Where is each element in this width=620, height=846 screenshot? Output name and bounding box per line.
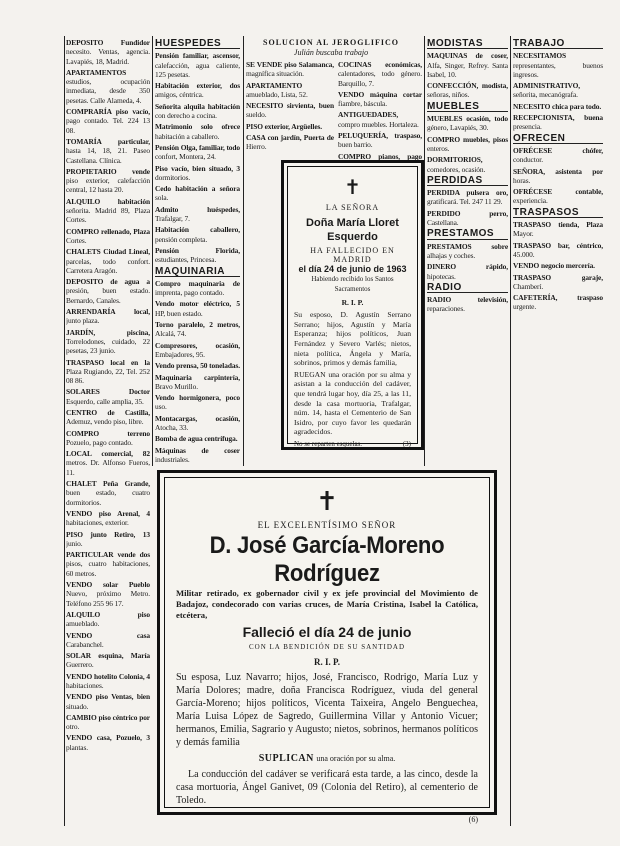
classified-ad: MUEBLES ocasión, todo género, Lavapiés, 30. xyxy=(427,114,508,133)
classified-ad: RADIO televisión, reparaciones. xyxy=(427,295,508,314)
classified-ad: Montacargas, ocasión, Atocha, 33. xyxy=(155,413,240,432)
classified-ad: PISO exterior, Argüelles. xyxy=(246,121,323,131)
classified-ad: MAQUINAS de coser, Alfa, Singer, Refrey. Santa Isabel, 10. xyxy=(427,51,508,79)
classified-ad: PROPIETARIO vende piso exterior, calefacción central, 12 hasta 20. xyxy=(66,166,150,195)
classified-ad: VENDO hotelito Colonia, 4 habitaciones. xyxy=(66,671,150,690)
classified-ad: LOCAL comercial, 82 metros. Dr. Alfonso Fueros, 11. xyxy=(66,449,150,477)
classified-ad: Cedo habitación a señora sola. xyxy=(155,184,240,203)
classified-ad: COMPRO muebles, pisos enteros. xyxy=(427,134,508,153)
obituary-description: Militar retirado, ex gobernador civil y ex jefe provincial del Movimiento de Badajoz, condecorado con varias cruces, de María Cristina, Isabel la Católica, etcétera, xyxy=(176,588,478,620)
obituary-rip: R. I. P. xyxy=(314,657,340,667)
obituary-name: D. José García-Moreno Rodríguez xyxy=(209,532,445,587)
classified-ad: Pensión familiar, ascensor, calefacción, agua caliente, 125 pesetas. xyxy=(155,51,240,79)
classified-ad: CASA con jardín, Puerta de Hierro. xyxy=(246,133,334,152)
classified-ad: Admito huéspedes, Trafalgar, 7. xyxy=(155,204,240,224)
obituary-body: Su esposo, D. Agustín Serrano Serrano; hijos, Agustín y María Esperanza; hijos políticos, Juan Fernández y Severo Varlés; nietos, nieta política, Ángela y María, sobrinos, primos y demás familia, xyxy=(294,310,411,368)
classified-ad: CAFETERÍA, traspaso urgente. xyxy=(513,293,603,312)
classifieds-column-1 xyxy=(66,38,150,823)
classified-ad: TRASPASO bar, céntrico, 45.000. xyxy=(513,240,603,259)
classified-ad: Compresores, ocasión, Embajadores, 95. xyxy=(155,340,240,359)
classified-ad: VENDO casa, Pozuelo, 3 plantas. xyxy=(66,733,150,752)
classified-ad: Habitación caballero, pensión completa. xyxy=(155,225,240,244)
classified-ad: VENDO negocio mercería. xyxy=(513,261,595,271)
section-heading: PERDIDAS xyxy=(427,176,508,186)
section-heading: TRASPASOS xyxy=(513,208,603,218)
solucion-classifieds xyxy=(246,60,334,160)
classified-ad: NECESITO chica para todo. xyxy=(513,101,602,111)
classified-ad: OFRÉCESE contable, experiencia. xyxy=(513,187,603,206)
classified-ad: DINERO rápido, hipotecas. xyxy=(427,262,508,281)
section-heading-maquinaria: MAQUINARIA xyxy=(155,267,240,277)
obituary-conduccion: La conducción del cadáver se verificará esta tarde, a las cinco, desde la casa mortuoria, Ángel Ganivet, 09 (Colonia del Retiro), al cementerio de Toledo. xyxy=(176,769,478,806)
classified-ad: CONFECCIÓN, modista, señoras, niños. xyxy=(427,81,508,100)
section-heading: MODISTAS xyxy=(427,39,508,49)
obituary-heading: LA SEÑORA xyxy=(325,203,380,212)
classifieds-column-4 xyxy=(338,60,422,160)
classified-ad: PELUQUERÍA, traspaso, buen barrio. xyxy=(338,131,422,150)
classified-ad: VENDO solar Pueblo Nuevo, próximo Metro. Teléfono 255 96 17. xyxy=(66,580,150,608)
classified-ad: TRASPASO garaje, Chamberí. xyxy=(513,272,603,291)
classified-ad: Vendo prensa, 50 toneladas. xyxy=(155,361,240,371)
classified-ad: ANTIGUEDADES, compro muebles. Hortaleza. xyxy=(338,110,419,129)
classified-ad: NECESITAMOS representantes, buenos ingresos. xyxy=(513,51,603,79)
obituary-rip: R. I. P. xyxy=(341,297,364,307)
classifieds-column-6 xyxy=(513,38,603,823)
column-rule xyxy=(510,36,511,826)
classified-ad: COMPRO terreno Pozuelo, pago contado. xyxy=(66,428,150,447)
obituary-ruegan: RUEGAN una oración por su alma y asistan a la conducción del cadáver, que tendrá lugar hoy, día 25, a las 11, desde la casa mortuoria, Trafalgar, núm. 14, hasta el Cementerio de San Isidro, por cuyo favor les quedarán agradecidos. xyxy=(294,369,411,437)
obituary-sacraments: Habiendo recibido los Santos Sacramentos xyxy=(311,275,394,293)
classified-ad: COCINAS económicas, calentadores, todo género. Barquillo, 7. xyxy=(338,60,422,88)
obituary-heading: EL EXCELENTÍSIMO SEÑOR xyxy=(257,520,397,530)
classified-ad: Vendo hormigonera, poco uso. xyxy=(155,393,240,412)
classified-ad: Compro maquinaria de imprenta, pago contado. xyxy=(155,278,240,298)
classified-ad: RECEPCIONISTA, buena presencia. xyxy=(513,113,603,132)
obituary-ref: (6) xyxy=(468,815,478,824)
obituary-footer: No se reparten esquelas. xyxy=(294,439,363,448)
classified-ad: TRASPASO local en la Plaza Rugiando, 22, Tel. 252 08 86. xyxy=(66,357,150,386)
obituary-suplican-rest: una oración por su alma. xyxy=(316,754,396,763)
column-rule xyxy=(152,36,153,466)
cross-icon: ✝ xyxy=(316,487,338,517)
classified-ad: VENDO casa Carabanchel. xyxy=(66,630,150,649)
classified-ad: ALQUILO habitación señorita. Madrid 89, Plaza Cortes. xyxy=(66,196,150,225)
classified-ad: COMPRO pianos, pago xyxy=(338,151,422,160)
classified-ad: DEPOSITO Fundidor necesito. Ventas, agencia. Lavapiés, 18, Madrid. xyxy=(66,38,150,66)
section-heading: MUEBLES xyxy=(427,102,508,112)
classified-ad: VENDO piso Arenal, 4 habitaciones, exterior. xyxy=(66,508,150,528)
column-rule xyxy=(243,36,244,466)
classifieds-column-2 xyxy=(155,38,240,466)
classified-ad: SOLARES Doctor Esquerdo, calle amplia, 35. xyxy=(66,387,150,406)
classified-ad: PRESTAMOS sobre alhajas y coches. xyxy=(427,241,508,260)
classified-ad: TOMARÍA particular, hasta 14, 18, 21. Paseo Castellana. Clínica. xyxy=(66,136,150,165)
classified-ad: Señorita alquila habitación con derecho a cocina. xyxy=(155,101,240,121)
classified-ad: JARDÍN, piscina, Torrelodones, cuidado, 22 pesetas, 23 junio. xyxy=(66,327,150,356)
classified-ad: SOLAR esquina, María Guerrero. xyxy=(66,651,150,670)
classified-ad: Habitación exterior, dos amigos, céntrica. xyxy=(155,81,240,100)
classified-ad: NECESITO sirvienta, buen sueldo. xyxy=(246,101,334,120)
classified-ad: PISO junto Retiro, 13 junio. xyxy=(66,529,150,548)
cross-icon: ✝ xyxy=(344,175,361,199)
classified-ad: COMPRARÍA piso vacío, pago contado. Tel. 224 13 08. xyxy=(66,107,150,135)
classified-ad: ADMINISTRATIVO, señorita, mecanógrafa. xyxy=(513,81,580,100)
classified-ad: Matrimonio solo ofrece habitación a caballero. xyxy=(155,122,240,141)
classified-ad: ARRENDARÍA local, junto plaza. xyxy=(66,307,150,326)
obituary-garcia-moreno xyxy=(157,470,497,824)
classified-ad: ALQUILO piso amueblado. xyxy=(66,609,150,629)
classified-ad: VENDO piso Ventas, bien situado. xyxy=(66,692,150,711)
classified-ad: OFRÉCESE chófer, conductor. xyxy=(513,145,603,165)
section-heading: PRESTAMOS xyxy=(427,229,508,239)
section-heading: TRABAJO xyxy=(513,39,603,49)
classified-ad: SE VENDE piso Salamanca, magnífica situación. xyxy=(246,60,334,79)
classified-ad: CHALET Peña Grande, buen estado, cuatro dormitorios. xyxy=(66,479,150,507)
classified-ad: Maquinaria carpintería, Bravo Murillo. xyxy=(155,372,240,391)
classified-ad: SEÑORA, asistenta por horas. xyxy=(513,166,603,185)
classified-ad: Torno paralelo, 2 metros, Alcalá, 74. xyxy=(155,320,240,339)
classified-ad: APARTAMENTO amueblado, Lista, 52. xyxy=(246,80,308,99)
classified-ad: DORMITORIOS, comedores, ocasión. xyxy=(427,155,486,174)
classified-ad: TRASPASO tienda, Plaza Mayor. xyxy=(513,220,603,239)
classifieds-column-5 xyxy=(427,38,508,466)
obituary-maria-lloret xyxy=(281,160,424,450)
column-rule xyxy=(424,36,425,466)
section-heading: RADIO xyxy=(427,283,508,293)
classified-ad: Bomba de agua centrífuga. xyxy=(155,434,238,444)
column-rule xyxy=(64,36,65,826)
classified-ad: Pensión Olga, familiar, todo confort, Montera, 24. xyxy=(155,142,240,162)
classified-ad: VENDO máquina cortar fiambre, báscula. xyxy=(338,89,422,109)
classified-ad: Máquinas de coser industriales. xyxy=(155,445,240,464)
classified-ad: APARTAMENTOS estudios, ocupación inmediata, desde 350 pesetas. Calle Alameda, 4. xyxy=(66,67,150,105)
obituary-date: el día 24 de junio de 1963 xyxy=(298,263,407,274)
classified-ad: CENTRO de Castilla, Ademuz, vendo piso, libre. xyxy=(66,407,150,427)
solucion-jeroglifico xyxy=(246,38,416,58)
obituary-blessing: CON LA BENDICIÓN DE SU SANTIDAD xyxy=(248,643,406,651)
solucion-subtitle: Julián buscaba trabajo xyxy=(293,48,369,57)
classified-ad: DEPOSITO de agua a presión, buen estado. Bernardo, Canales. xyxy=(66,277,150,305)
classified-ad: PERDIDO perro, Castellana. xyxy=(427,208,508,228)
obituary-ref: (3) xyxy=(402,439,411,448)
classified-ad: CHALETS Ciudad Lineal, parcelas, todo confort. Carretera Aragón. xyxy=(66,247,150,275)
obituary-body: Su esposa, Luz Navarro; hijos, José, Francisco, Rodrigo, María Luz y María Dolores; madre, doña Francisca Rodríguez, viuda del general García-Moreno; hijos políticos, Vicenta Taixeira, Angelo Benguechea, María Luisa López de Sagredo, Guillermina Villar y Antonio Vicuer; hermanos, Emilia, Sagrario y Augusto; nietos, sobrinos, hermanos políticos y demás familia xyxy=(176,672,478,748)
solucion-title: SOLUCION AL JEROGLIFICO xyxy=(263,38,399,47)
classified-ad: PERDIDA pulsera oro, gratificará. Tel. 247 11 29. xyxy=(427,188,508,207)
obituary-died: HA FALLECIDO EN MADRID xyxy=(310,245,395,265)
obituary-died: Falleció el día 24 de junio xyxy=(242,624,412,640)
classified-ad: PARTICULAR vende dos pisos, cuatro habitaciones, 60 metros. xyxy=(66,550,150,578)
obituary-suplican: SUPLICAN xyxy=(258,753,314,764)
classified-ad: Pensión Florida, estudiantes, Princesa. xyxy=(155,245,240,265)
section-heading: OFRECEN xyxy=(513,134,603,144)
classified-ad: CAMBIO piso céntrico por otro. xyxy=(66,712,150,732)
classified-ad: Vendo motor eléctrico, 5 HP, buen estado. xyxy=(155,299,240,318)
classified-ad: COMPRO rellenado, Plaza Cortes. xyxy=(66,226,150,245)
obituary-name: Doña María Lloret Esquerdo xyxy=(306,216,399,243)
section-heading-huespedes: HUESPEDES xyxy=(155,39,240,49)
classified-ad: Piso vacío, bien situado, 3 dormitorios. xyxy=(155,163,240,182)
